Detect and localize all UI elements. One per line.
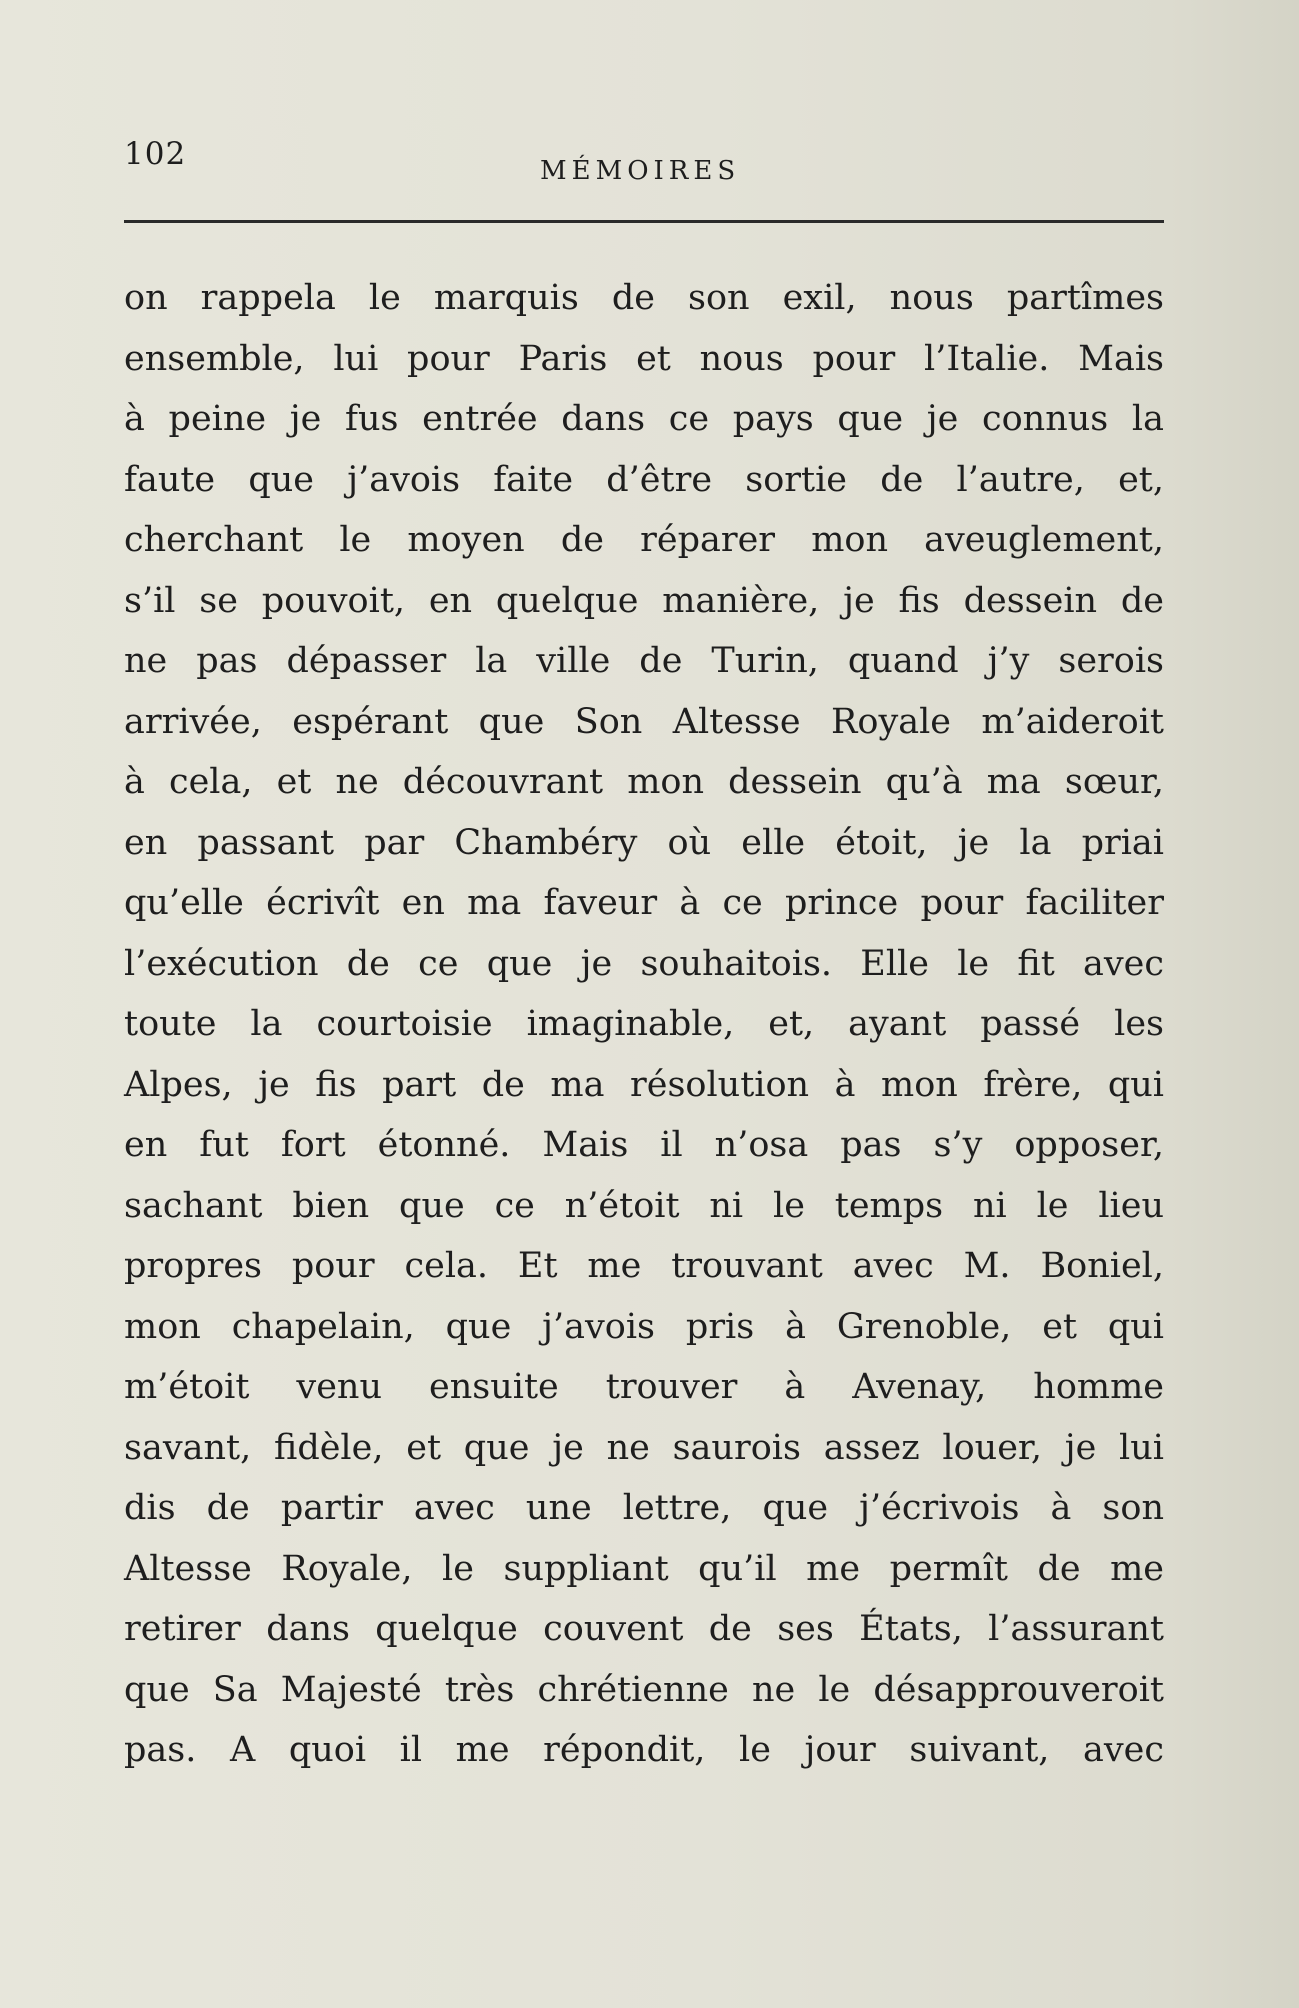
text-line: propres pour cela. Et me trouvant avec M. Boniel, xyxy=(124,1246,1164,1286)
text-line: en fut fort étonné. Mais il n’osa pas s’y opposer, xyxy=(124,1125,1164,1165)
text-line: m’étoit venu ensuite trouver à Avenay, homme xyxy=(124,1367,1164,1407)
text-line: ensemble, lui pour Paris et nous pour l’Italie. Mais xyxy=(124,338,1164,379)
text-line: qu’elle écrivît en ma faveur à ce prince pour faciliter xyxy=(124,883,1164,923)
text-line: dis de partir avec une lettre, que j’écrivois à son xyxy=(124,1488,1164,1528)
page-number: 102 xyxy=(124,136,187,172)
header-rule xyxy=(124,220,1164,223)
running-head: MÉMOIRES xyxy=(540,156,741,186)
text-line: mon chapelain, que j’avois pris à Grenoble, et qui xyxy=(124,1306,1164,1347)
text-line: que Sa Majesté très chrétienne ne le désapprouveroit xyxy=(124,1669,1164,1710)
text-line: faute que j’avois faite d’être sortie de l’autre, et, xyxy=(124,459,1164,500)
text-line: ne pas dépasser la ville de Turin, quand j’y serois xyxy=(124,641,1164,681)
text-line: savant, fidèle, et que je ne saurois assez louer, je lui xyxy=(124,1427,1164,1468)
text-line: à peine je fus entrée dans ce pays que je connus la xyxy=(124,399,1164,439)
text-line: Altesse Royale, le suppliant qu’il me permît de me xyxy=(124,1548,1164,1589)
text-line: cherchant le moyen de réparer mon aveuglement, xyxy=(124,520,1164,560)
text-line: s’il se pouvoit, en quelque manière, je fis dessein de xyxy=(124,580,1164,621)
text-line: retirer dans quelque couvent de ses États, l’assurant xyxy=(124,1609,1164,1649)
text-line: arrivée, espérant que Son Altesse Royale m’aideroit xyxy=(124,701,1164,742)
text-line: toute la courtoisie imaginable, et, ayant passé les xyxy=(124,1004,1164,1044)
body-text xyxy=(124,268,1164,1781)
text-line: sachant bien que ce n’étoit ni le temps ni le lieu xyxy=(124,1185,1164,1226)
text-line: pas. A quoi il me répondit, le jour suivant, avec xyxy=(124,1730,1164,1770)
text-line: Alpes, je fis part de ma résolution à mon frère, qui xyxy=(124,1064,1164,1105)
text-line: l’exécution de ce que je souhaitois. Elle le fit avec xyxy=(124,943,1164,984)
text-line: en passant par Chambéry où elle étoit, je la priai xyxy=(124,822,1164,863)
text-line: à cela, et ne découvrant mon dessein qu’à ma sœur, xyxy=(124,762,1164,802)
text-line: on rappela le marquis de son exil, nous partîmes xyxy=(124,278,1164,318)
